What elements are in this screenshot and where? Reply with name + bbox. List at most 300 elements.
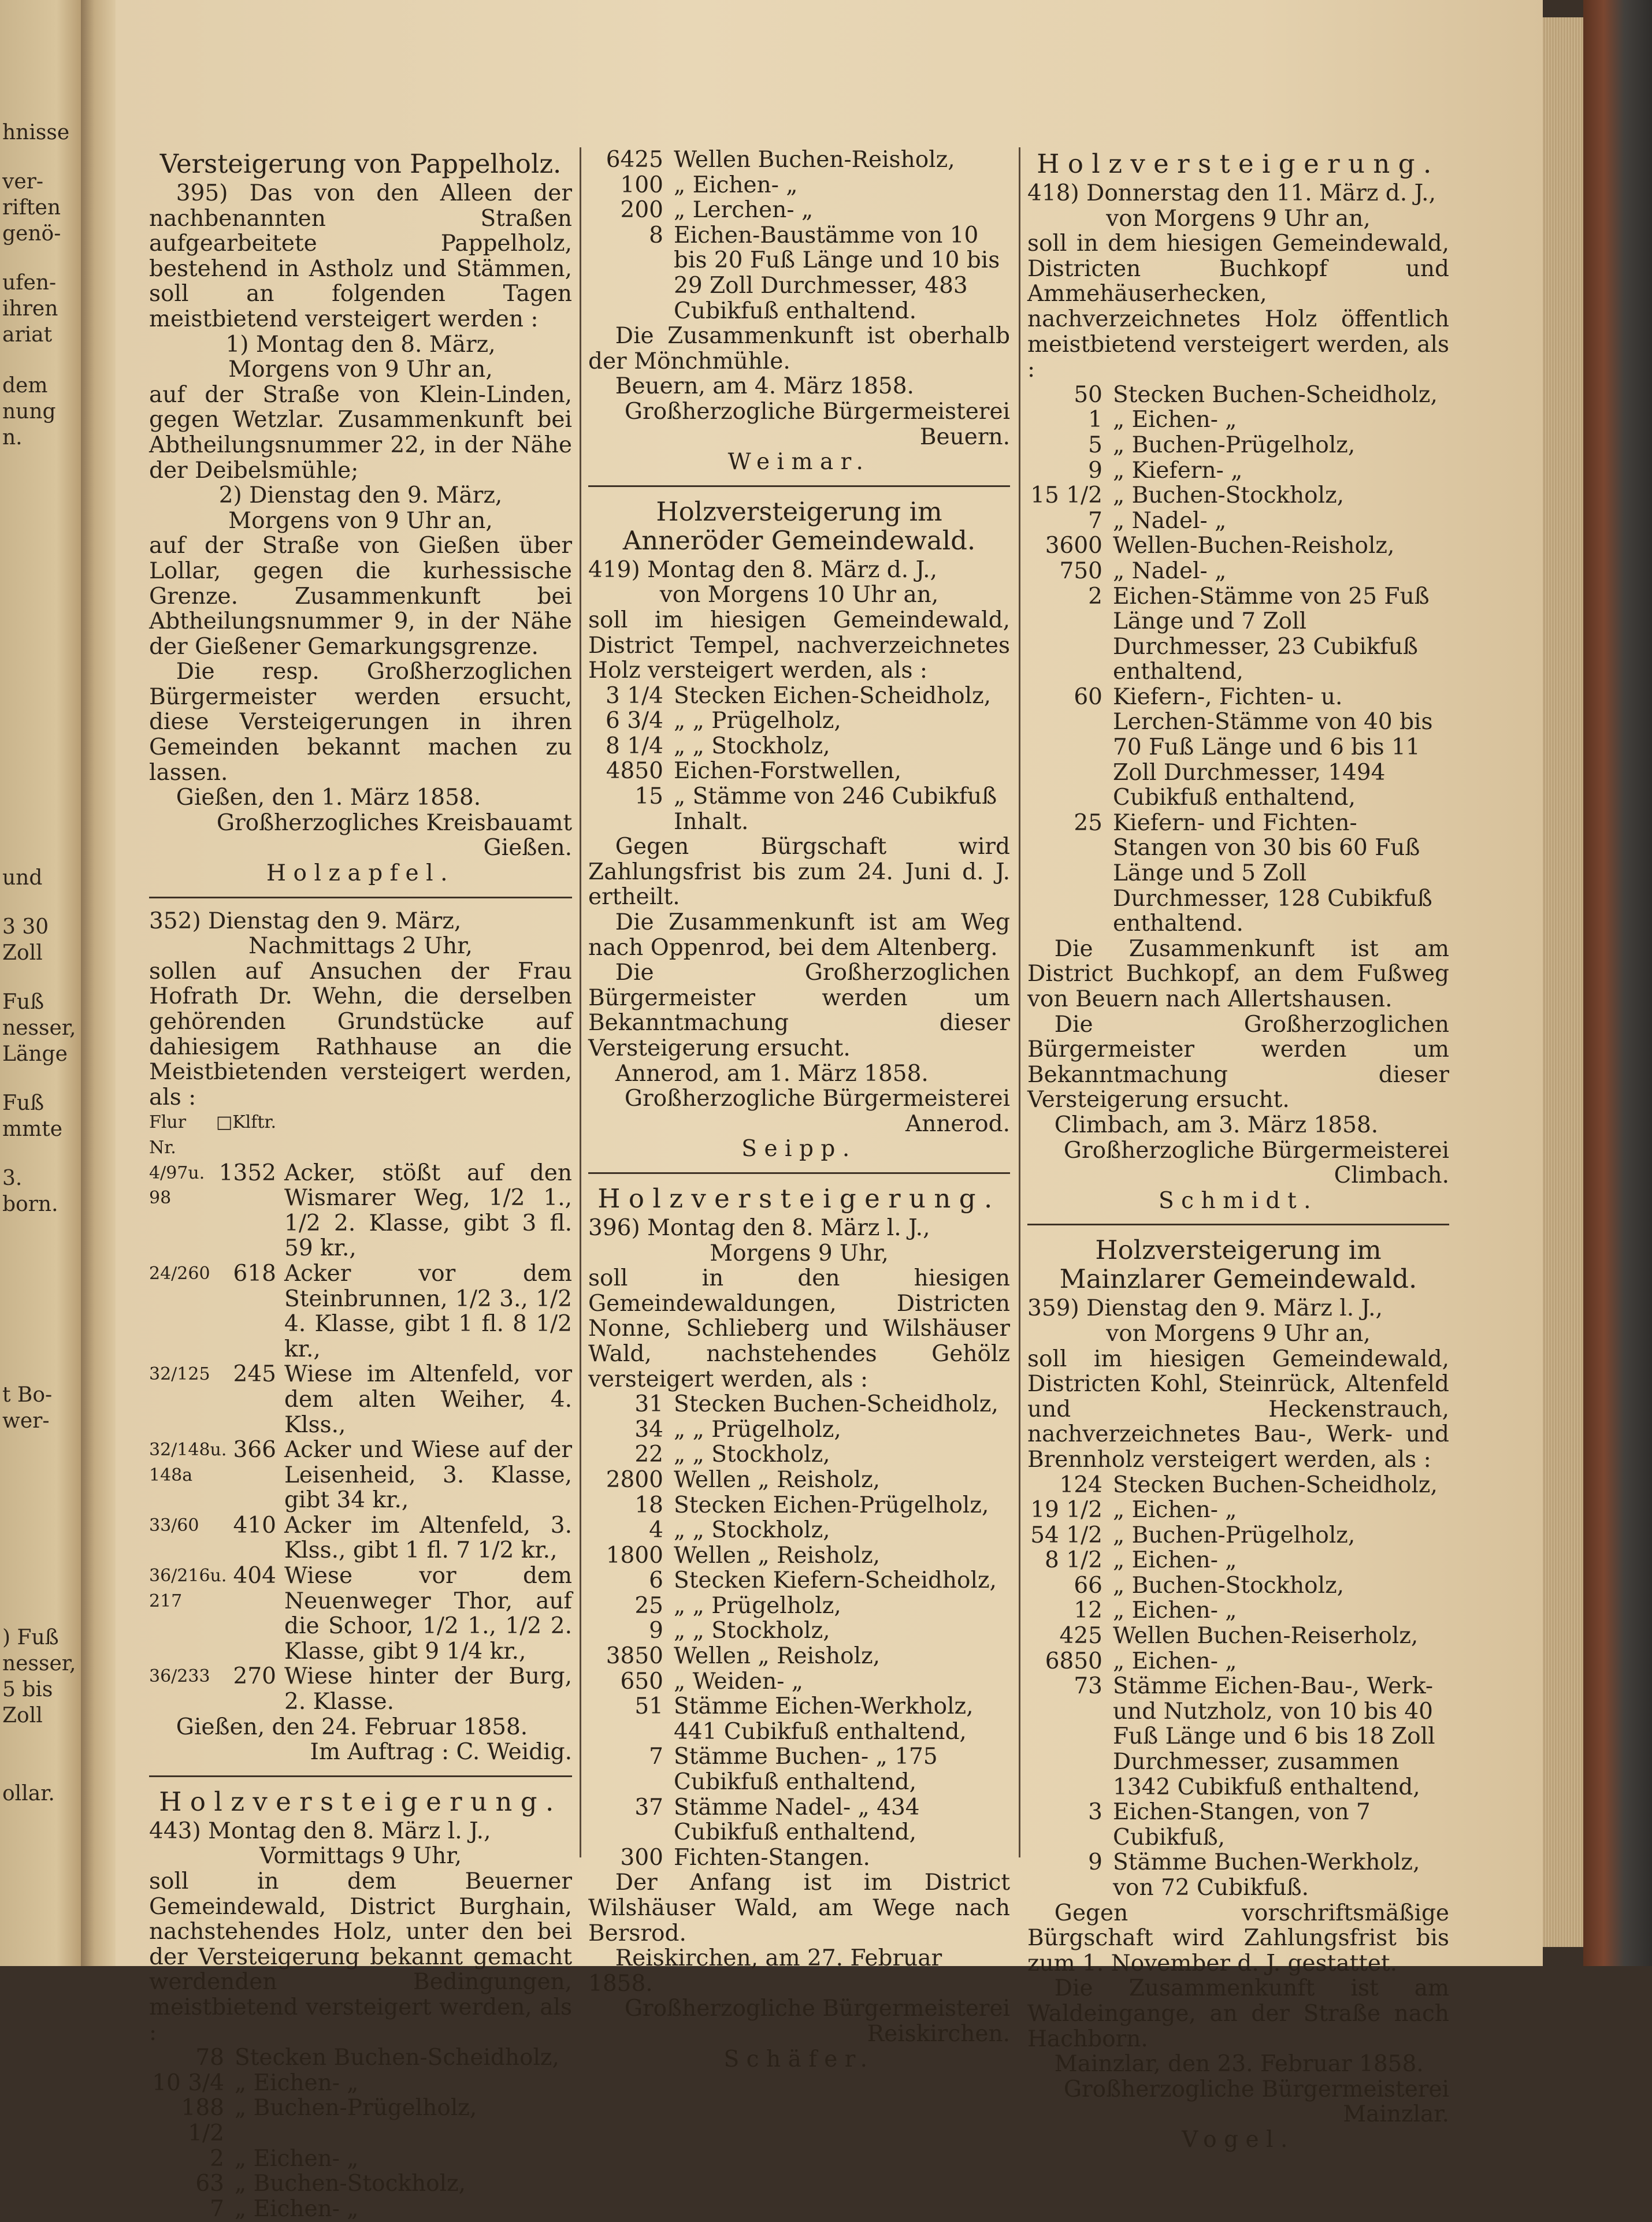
lot-description: Wiese vor dem Neuenweger Thor, auf die Schoor, 1/2 1., 1/2 2. Klasse, gibt 9 1/4 kr.,	[284, 1563, 572, 1664]
notice-climbach	[1027, 150, 1449, 1213]
list-item	[588, 1518, 1010, 1543]
list-item	[588, 1618, 1010, 1644]
authority: Großherzogliches Kreisbauamt Gießen.	[216, 809, 572, 861]
item-description: „ Weiden- „	[674, 1668, 804, 1695]
lot-flur: 36/216u. 217	[149, 1566, 227, 1611]
margin-fragment: born.	[2, 1192, 58, 1216]
item-description: „ Buchen-Prügelholz,	[1113, 1522, 1356, 1548]
item-description: Stämme Eichen-Bau-, Werk- und Nutzholz, von 10 bis 40 Fuß Länge und 6 bis 18 Zoll Durchmesser, zusammen 1342 Cubikfuß enthaltend,	[1113, 1673, 1435, 1800]
date-line: 352) Dienstag den 9. März,	[149, 908, 462, 934]
list-item	[588, 734, 1010, 759]
item-quantity: 18	[634, 1492, 663, 1518]
lot-klafter: 618	[233, 1260, 276, 1287]
list-item	[588, 223, 1010, 324]
item-quantity: 7	[1088, 507, 1102, 534]
authority: Großherzogliche Bürgermeisterei Climbach.	[1063, 1137, 1449, 1189]
item-list	[149, 2045, 572, 2221]
margin-fragment: Fuß	[2, 1091, 44, 1115]
margin-fragment: Zoll	[2, 1704, 43, 1727]
book-cover-edge	[1583, 0, 1652, 1966]
item-description: „ Nadel- „	[1113, 558, 1227, 584]
notice-para: auf der Straße von Klein-Linden, gegen Wetzlar. Zusammenkunft bei Abtheilungsnummer 22, in der Nähe der Deibelsmühle;	[149, 381, 572, 484]
notice-title: Versteigerung von Pappelholz.	[159, 148, 562, 179]
list-item	[1027, 1473, 1449, 1498]
item-quantity: 7	[210, 2195, 224, 2222]
item-quantity: 73	[1074, 1673, 1102, 1700]
item-description: „ Eichen- „	[235, 2069, 359, 2096]
time-line: Nachmittags 2 Uhr,	[248, 933, 473, 960]
left-page-fragment	[0, 0, 81, 1966]
item-description: Stecken Buchen-Scheidholz,	[674, 1391, 998, 1418]
item-description: „ „ Prügelholz,	[674, 708, 841, 734]
item-description: „ Buchen-Prügelholz,	[235, 2095, 477, 2121]
date-line: 2) Dienstag den 9. März,	[218, 482, 503, 509]
lot-description: Acker vor dem Steinbrunnen, 1/2 3., 1/2 4. Klasse, gibt 1 fl. 8 1/2 kr.,	[284, 1260, 572, 1362]
lot-row	[149, 1664, 572, 1714]
place-date: Gießen, den 24. Februar 1858.	[176, 1714, 528, 1740]
margin-fragment: und	[2, 866, 43, 890]
date-line: 419) Montag den 8. März d. J.,	[588, 556, 937, 583]
lot-table-header	[149, 1110, 572, 1160]
signature: Seipp.	[741, 1136, 857, 1162]
lot-description: Acker und Wiese auf der Leisenheid, 3. Klasse, gibt 34 kr.,	[284, 1437, 572, 1514]
notice-para: Die resp. Großherzoglichen Bürgermeister werden ersucht, diese Versteigerungen in ihren Gemeinden bekannt machen zu lassen.	[149, 659, 572, 786]
item-description: Eichen-Baustämme von 10 bis 20 Fuß Länge und 10 bis 29 Zoll Durchmesser, 483 Cubikfuß enthaltend.	[674, 222, 1000, 324]
notice-para: soll in den hiesigen Gemeindewaldungen, Districten Nonne, Schlieberg und Wilshäuser Wald, nachstehendes Gehölz versteigert werden, als :	[588, 1265, 1010, 1392]
item-quantity: 51	[634, 1693, 663, 1720]
item-list	[588, 683, 1010, 835]
item-quantity: 750	[1059, 558, 1102, 584]
lot-description: Acker im Altenfeld, 3. Klss., gibt 1 fl. 7 1/2 kr.,	[284, 1512, 572, 1564]
item-description: „ „ Stockholz,	[674, 1618, 830, 1644]
notice-grundstuecke	[149, 909, 572, 1765]
item-description: Wellen Buchen-Reisholz,	[674, 147, 955, 173]
lot-klafter: 1352	[218, 1160, 276, 1186]
list-item	[1027, 1649, 1449, 1674]
item-quantity: 25	[634, 1592, 663, 1619]
item-list	[1027, 382, 1449, 937]
section-divider	[149, 897, 572, 898]
lot-flur: 32/148u. 148a	[149, 1440, 227, 1485]
lot-description: Wiese im Altenfeld, vor dem alten Weiher, 4. Klss.,	[284, 1361, 572, 1438]
date-line: 396) Montag den 8. März l. J.,	[588, 1214, 930, 1241]
date-line: 443) Montag den 8. März l. J.,	[149, 1818, 491, 1844]
item-description: „ Eichen- „	[1113, 407, 1237, 433]
notice-para: Die Großherzoglichen Bürgermeister werden um Bekanntmachung dieser Versteigerung ersucht.	[1027, 1011, 1449, 1113]
list-item	[1027, 811, 1449, 937]
notice-para: Die Großherzoglichen Bürgermeister werden um Bekanntmachung dieser Versteigerung ersucht.	[588, 960, 1010, 1061]
list-item	[1027, 433, 1449, 458]
margin-fragment: Fuß	[2, 990, 44, 1014]
item-description: Stecken Kiefern-Scheidholz,	[674, 1567, 997, 1594]
item-quantity: 200	[620, 197, 663, 224]
item-quantity: 4850	[606, 758, 663, 785]
authority: Großherzogliche Bürgermeisterei Mainzlar.	[1063, 2076, 1449, 2128]
list-item	[1027, 1598, 1449, 1623]
lot-row	[149, 1563, 572, 1664]
lot-klafter: 245	[233, 1361, 276, 1388]
item-quantity: 3600	[1045, 533, 1102, 559]
notice-para: auf der Straße von Gießen über Lollar, gegen die kurhessische Grenze. Zusammenkunft bei Abtheilungsnummer 9, in der Nähe der Gießener Gemarkungsgrenze.	[149, 533, 572, 660]
lot-klafter: 270	[233, 1663, 276, 1690]
notice-title: Holzversteigerung im Anneröder Gemeindewald.	[622, 496, 976, 556]
lot-row	[149, 1513, 572, 1563]
lot-flur: 24/260	[149, 1263, 210, 1284]
section-divider	[588, 485, 1010, 487]
notice-para: Gegen vorschriftsmäßige Bürgschaft wird Zahlungsfrist bis zum 1. November d. J. gestattet.	[1027, 1900, 1449, 1976]
notice-title: Holzversteigerung.	[597, 1183, 1001, 1214]
margin-fragment: hnisse	[2, 121, 70, 144]
item-quantity: 3850	[606, 1643, 663, 1670]
notice-para: Die Zusammenkunft ist am Waldeingange, an der Straße nach Hachborn.	[1027, 1975, 1449, 2052]
margin-fragment: ihren	[2, 297, 58, 321]
signature: Holzapfel.	[266, 860, 455, 887]
item-description: Eichen-Stangen, von 7 Cubikfuß,	[1113, 1799, 1371, 1851]
authority: Großherzogliche Bürgermeisterei Beuern.	[624, 398, 1010, 450]
item-quantity: 4	[649, 1517, 663, 1544]
list-item	[1027, 483, 1449, 508]
column-rule-1	[580, 147, 581, 1857]
margin-fragment: ver-	[2, 170, 44, 194]
list-item	[588, 1669, 1010, 1695]
notice-para: Der Anfang ist im District Wilshäuser Wald, am Wege nach Bersrod.	[588, 1870, 1010, 1946]
item-description: Stämme Nadel- „ 434 Cubikfuß enthaltend,	[674, 1794, 920, 1846]
notice-para: Die Zusammenkunft ist oberhalb der Mönchmühle.	[588, 323, 1010, 374]
list-item	[1027, 1800, 1449, 1850]
item-quantity: 9	[1088, 1849, 1102, 1876]
time-line: von Morgens 9 Uhr an,	[1106, 1320, 1371, 1347]
section-divider	[149, 1775, 572, 1777]
item-description: Stämme Buchen- „ 175 Cubikfuß enthaltend,	[674, 1744, 938, 1796]
list-item	[588, 1795, 1010, 1845]
margin-fragment: wer-	[2, 1409, 50, 1433]
margin-fragment: Länge	[2, 1042, 68, 1066]
list-item	[1027, 1674, 1449, 1800]
lot-row	[149, 1261, 572, 1362]
item-quantity: 2	[1088, 583, 1102, 610]
list-item	[588, 1467, 1010, 1493]
time-line: Morgens von 9 Uhr an,	[228, 507, 493, 534]
column-3	[1027, 147, 1449, 2153]
notice-title: Holzversteigerung.	[1037, 148, 1440, 179]
item-description: „ Eichen- „	[1113, 1547, 1237, 1574]
item-quantity: 8	[649, 222, 663, 248]
notice-annerod	[588, 497, 1010, 1162]
item-description: „ Eichen- „	[674, 172, 798, 198]
list-item	[149, 2171, 572, 2197]
item-quantity: 2	[210, 2145, 224, 2172]
item-description: „ Lerchen- „	[674, 197, 814, 224]
item-quantity: 3	[1088, 1799, 1102, 1826]
notice-intro: 395) Das von den Alleen der nachbenannten Straßen aufgearbeitete Pappelholz, bestehend in Astholz und Stämmen, soll an folgenden Tagen meistbietend versteigert werden :	[149, 180, 572, 332]
margin-fragment: 5 bis	[2, 1678, 53, 1701]
item-quantity: 22	[634, 1441, 663, 1468]
list-item	[588, 1442, 1010, 1467]
signature: Im Auftrag : C. Weidig.	[310, 1739, 572, 1766]
list-item	[588, 683, 1010, 709]
item-description: Eichen-Stämme von 25 Fuß Länge und 7 Zoll Durchmesser, 23 Cubikfuß enthaltend,	[1113, 583, 1430, 685]
lot-flur: 33/60	[149, 1515, 199, 1536]
list-item	[1027, 685, 1449, 811]
item-list	[588, 147, 1010, 324]
list-item	[1027, 584, 1449, 685]
item-description: Stämme Eichen-Werkholz, 441 Cubikfuß enthaltend,	[674, 1693, 974, 1745]
list-item	[1027, 559, 1449, 584]
item-description: Wellen „ Reisholz,	[674, 1466, 881, 1493]
list-item	[588, 198, 1010, 223]
item-quantity: 6 3/4	[606, 708, 663, 734]
lot-row	[149, 1437, 572, 1513]
item-description: Wellen „ Reisholz,	[674, 1542, 881, 1569]
time-line: von Morgens 10 Uhr an,	[659, 582, 939, 608]
item-description: Stecken Buchen-Scheidholz,	[1113, 1472, 1438, 1498]
margin-fragment: Zoll	[2, 941, 43, 965]
list-item	[588, 147, 1010, 173]
book-gutter	[81, 0, 116, 1966]
item-quantity: 7	[649, 1744, 663, 1770]
lot-row	[149, 1161, 572, 1261]
item-quantity: 12	[1074, 1597, 1102, 1624]
item-quantity: 34	[634, 1416, 663, 1443]
margin-fragment: ) Fuß	[2, 1626, 59, 1649]
item-description: „ Buchen-Stockholz,	[1113, 1572, 1345, 1599]
item-quantity: 31	[634, 1391, 663, 1418]
time-line: von Morgens 9 Uhr an,	[1106, 205, 1371, 232]
list-item	[1027, 1548, 1449, 1573]
item-description: Stecken Eichen-Scheidholz,	[674, 682, 992, 709]
notice-para: soll in dem Beuerner Gemeindewald, District Burghain, nachstehendes Holz, unter den bei der Versteigerung bekannt gemacht werdenden Bedingungen, meistbietend versteigert werden, als :	[149, 1868, 572, 2046]
column-rule-2	[1019, 147, 1020, 1857]
list-item	[149, 2095, 572, 2146]
margin-fragment: mmte	[2, 1117, 63, 1141]
margin-fragment: 3.	[2, 1166, 23, 1190]
place-date: Annerod, am 1. März 1858.	[615, 1060, 929, 1087]
item-description: „ Eichen- „	[1113, 1497, 1237, 1524]
list-item	[1027, 1573, 1449, 1599]
list-item	[588, 1845, 1010, 1871]
margin-fragment: nesser,	[2, 1016, 76, 1040]
item-description: „ Buchen-Stockholz,	[1113, 482, 1345, 509]
lot-row	[149, 1362, 572, 1437]
place-date: Mainzlar, den 23. Februar 1858.	[1054, 2051, 1424, 2078]
list-item	[588, 1644, 1010, 1669]
item-quantity: 60	[1074, 683, 1102, 710]
item-description: Kiefern- und Fichten-Stangen von 30 bis 60 Fuß Länge und 5 Zoll Durchmesser, 128 Cubikfuß enthaltend.	[1113, 809, 1432, 937]
margin-fragment: t Bo-	[2, 1383, 53, 1407]
date-line: 359) Dienstag den 9. März l. J.,	[1027, 1295, 1383, 1322]
item-quantity: 66	[1074, 1572, 1102, 1599]
item-description: „ Buchen-Stockholz,	[235, 2171, 466, 2197]
item-quantity: 78	[195, 2045, 224, 2071]
place-date: Gießen, den 1. März 1858.	[176, 785, 481, 811]
time-line: Morgens von 9 Uhr an,	[228, 356, 493, 383]
column-2	[588, 147, 1010, 2072]
list-item	[1027, 533, 1449, 559]
item-description: Stämme Buchen-Werkholz, von 72 Cubikfuß.	[1113, 1849, 1420, 1901]
item-quantity: 50	[1074, 381, 1102, 408]
list-item	[588, 1593, 1010, 1619]
item-description: „ Eichen- „	[1113, 1648, 1237, 1674]
item-description: „ Eichen- „	[1113, 1597, 1237, 1624]
list-item	[588, 1392, 1010, 1417]
item-quantity: 25	[1074, 809, 1102, 836]
time-line: Morgens 9 Uhr,	[710, 1240, 889, 1266]
item-quantity: 1800	[606, 1542, 663, 1569]
item-quantity: 8 1/2	[1045, 1547, 1102, 1574]
item-quantity: 2800	[606, 1466, 663, 1493]
lot-klafter: 410	[233, 1512, 276, 1539]
notice-para: soll im hiesigen Gemeindewald, District Tempel, nachverzeichnetes Holz versteigert werden, als :	[588, 607, 1010, 684]
item-quantity: 124	[1059, 1472, 1102, 1498]
item-description: Wellen „ Reisholz,	[674, 1643, 881, 1670]
margin-fragment: ufen-	[2, 271, 57, 295]
list-item	[1027, 1850, 1449, 1900]
item-description: Wellen-Buchen-Reisholz,	[1113, 533, 1395, 559]
item-quantity: 1	[1088, 407, 1102, 433]
item-quantity: 15	[634, 783, 663, 810]
item-description: Stecken Buchen-Scheidholz,	[1113, 381, 1438, 408]
date-line: 1) Montag den 8. März,	[225, 331, 496, 358]
item-quantity: 9	[649, 1618, 663, 1644]
margin-fragment: genö-	[2, 222, 61, 246]
item-quantity: 3 1/4	[606, 682, 663, 709]
item-quantity: 300	[620, 1844, 663, 1871]
margin-fragment: 3 30	[2, 915, 49, 939]
margin-fragment: riften	[2, 196, 61, 220]
notice-mainzlar	[1027, 1236, 1449, 2152]
item-description: Kiefern-, Fichten- u. Lerchen-Stämme von 40 bis 70 Fuß Länge und 6 bis 11 Zoll Durchmesser, 1494 Cubikfuß enthaltend,	[1113, 683, 1433, 811]
margin-fragment: nung	[2, 400, 56, 423]
item-description: „ „ Stockholz,	[674, 1441, 830, 1468]
notice-title: Holzversteigerung im Mainzlarer Gemeindewald.	[1059, 1235, 1417, 1295]
list-item	[1027, 458, 1449, 484]
item-description: Stecken Buchen-Scheidholz,	[235, 2045, 559, 2071]
time-line: Vormittags 9 Uhr,	[259, 1843, 462, 1870]
item-quantity: 5	[1088, 432, 1102, 458]
list-item	[588, 1744, 1010, 1794]
item-list	[1027, 1473, 1449, 1901]
item-quantity: 37	[634, 1794, 663, 1820]
item-quantity: 6850	[1045, 1648, 1102, 1674]
signature: Vogel.	[1182, 2126, 1295, 2153]
signature: Schäfer.	[723, 2046, 875, 2072]
item-quantity: 650	[620, 1668, 663, 1695]
item-description: „ Buchen-Prügelholz,	[1113, 432, 1356, 458]
item-description: „ Nadel- „	[1113, 507, 1227, 534]
margin-fragment: n.	[2, 426, 23, 449]
header-flur: Flur Nr.	[149, 1112, 187, 1158]
item-description: „ Eichen- „	[235, 2145, 359, 2172]
lot-klafter: 404	[233, 1563, 276, 1589]
authority: Großherzogliche Bürgermeisterei Annerod.	[624, 1086, 1010, 1137]
list-item	[588, 1493, 1010, 1518]
place-date: Reiskirchen, am 27. Februar 1858.	[588, 1945, 942, 1997]
notice-holz-beuern	[149, 1788, 572, 2222]
item-description: „ „ Stockholz,	[674, 733, 830, 759]
signature: Weimar.	[727, 449, 871, 475]
column-1	[149, 147, 572, 2221]
item-quantity: 188 1/2	[181, 2095, 224, 2146]
item-quantity: 425	[1059, 1623, 1102, 1649]
notice-beuern-cont	[588, 147, 1010, 475]
notice-para: Die Zusammenkunft ist am District Buchkopf, an dem Fußweg von Beuern nach Allertshausen.	[1027, 935, 1449, 1012]
lot-table	[149, 1161, 572, 1715]
list-item	[149, 2197, 572, 2222]
list-item	[588, 1694, 1010, 1744]
item-quantity: 19 1/2	[1030, 1497, 1102, 1524]
notice-title: Holzversteigerung.	[159, 1786, 562, 1817]
notice-reiskirchen	[588, 1184, 1010, 2072]
margin-fragment: dem	[2, 374, 48, 397]
list-item	[588, 1543, 1010, 1569]
header-klftr: □Klftr.	[216, 1112, 276, 1133]
list-item	[149, 2071, 572, 2096]
list-item	[588, 759, 1010, 784]
item-description: Stecken Eichen-Prügelholz,	[674, 1492, 989, 1518]
notice-para: Gegen Bürgschaft wird Zahlungsfrist bis zum 24. Juni d. J. ertheilt.	[588, 834, 1010, 911]
list-item	[588, 708, 1010, 734]
date-line: 418) Donnerstag den 11. März d. J.,	[1027, 180, 1436, 206]
lot-description: Acker, stößt auf den Wismarer Weg, 1/2 1., 1/2 2. Klasse, gibt 3 fl. 59 kr.,	[284, 1160, 572, 1262]
item-description: „ „ Prügelholz,	[674, 1592, 841, 1619]
notice-para: sollen auf Ansuchen der Frau Hofrath Dr. Wehn, die derselben gehörenden Grundstücke auf dahiesigem Rathhause an die Meistbietenden versteigert werden, als :	[149, 958, 572, 1110]
notice-para: soll in dem hiesigen Gemeindewald, Districten Buchkopf und Ammehäuserhecken, nachverzeichnetes Holz öffentlich meistbietend versteigert werden, als :	[1027, 231, 1449, 383]
authority: Großherzogliche Bürgermeisterei Reiskirchen.	[624, 1996, 1010, 2047]
margin-fragment: ollar.	[2, 1782, 55, 1805]
item-quantity: 63	[195, 2171, 224, 2197]
list-item	[1027, 1623, 1449, 1649]
margin-fragment: nesser,	[2, 1652, 76, 1675]
item-description: Wellen Buchen-Reiserholz,	[1113, 1623, 1419, 1649]
section-divider	[1027, 1224, 1449, 1225]
item-description: „ Eichen- „	[235, 2195, 359, 2222]
lot-flur: 4/97u. 98	[149, 1162, 205, 1209]
list-item	[588, 1417, 1010, 1443]
item-list	[588, 1392, 1010, 1870]
item-description: „ Kiefern- „	[1113, 457, 1243, 484]
item-quantity: 100	[620, 172, 663, 198]
lot-flur: 36/233	[149, 1666, 210, 1687]
margin-fragment: ariat	[2, 323, 53, 347]
item-quantity: 8 1/4	[606, 733, 663, 759]
item-quantity: 54 1/2	[1030, 1522, 1102, 1548]
item-quantity: 15 1/2	[1030, 482, 1102, 509]
list-item	[1027, 1523, 1449, 1548]
list-item	[1027, 1498, 1449, 1523]
place-date: Beuern, am 4. März 1858.	[615, 373, 914, 400]
page-edges	[1543, 17, 1583, 1947]
list-item	[149, 2146, 572, 2172]
item-quantity: 10 3/4	[152, 2069, 224, 2096]
place-date: Climbach, am 3. März 1858.	[1054, 1112, 1379, 1138]
list-item	[588, 173, 1010, 198]
section-divider	[588, 1172, 1010, 1174]
item-quantity: 6425	[606, 147, 663, 173]
item-description: „ „ Stockholz,	[674, 1517, 830, 1544]
item-quantity: 6	[649, 1567, 663, 1594]
list-item	[1027, 407, 1449, 433]
notice-para: Die Zusammenkunft ist am Weg nach Oppenrod, bei dem Altenberg.	[588, 909, 1010, 961]
notice-pappelholz	[149, 150, 572, 886]
list-item	[1027, 508, 1449, 534]
lot-description: Wiese hinter der Burg, 2. Klasse.	[284, 1663, 572, 1715]
item-description: „ „ Prügelholz,	[674, 1416, 841, 1443]
item-description: Fichten-Stangen.	[674, 1844, 870, 1871]
lot-klafter: 366	[233, 1437, 276, 1463]
list-item	[588, 784, 1010, 834]
list-item	[588, 1568, 1010, 1593]
list-item	[1027, 382, 1449, 408]
